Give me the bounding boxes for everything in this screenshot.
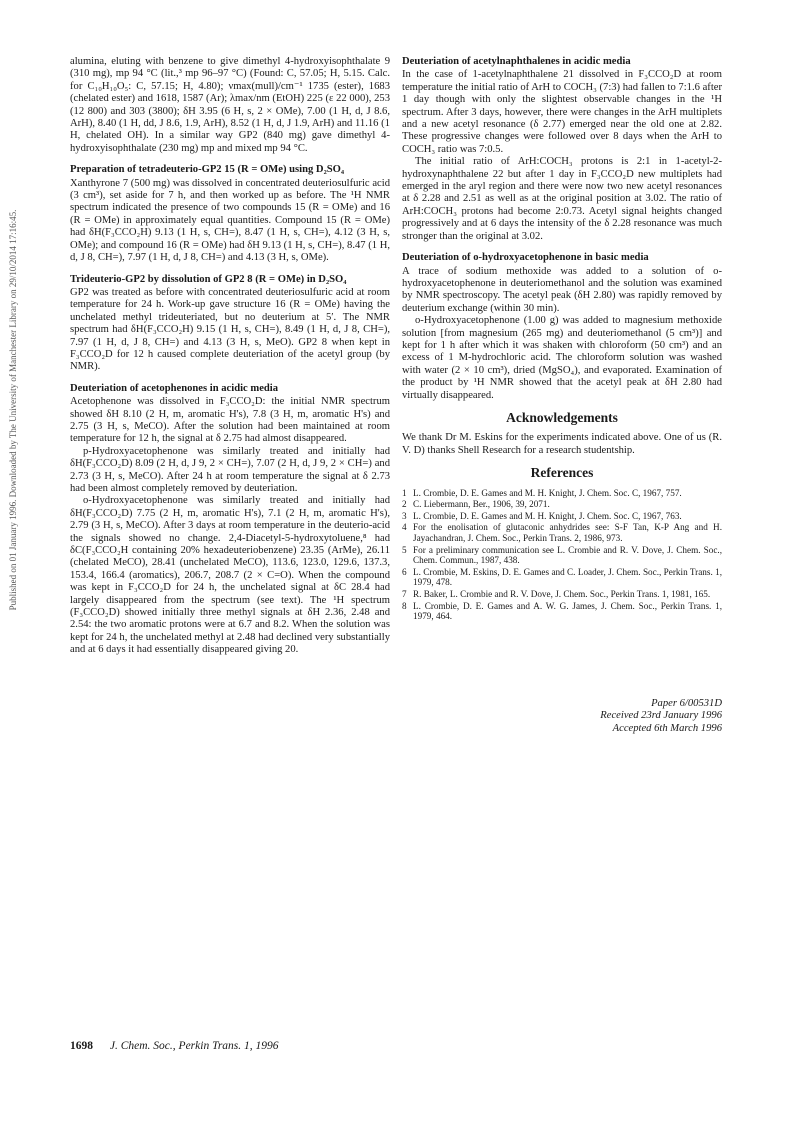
reference-item: 6 L. Crombie, M. Eskins, D. E. Games and C. Loader, J. Chem. Soc., Perkin Trans. 1, 1979, 478. <box>402 566 722 588</box>
reference-item: 8 L. Crombie, D. E. Games and A. W. G. James, J. Chem. Soc., Perkin Trans. 1, 1979, 464. <box>402 600 722 622</box>
paper-number: Paper 6/00531D <box>651 697 722 709</box>
right-column <box>402 56 722 736</box>
reference-item: 4 For the enolisation of glutaconic anhydrides see: S-F Tan, K-P Ang and H. Jayachandran, J. Chem. Soc., Perkin Trans. 2, 1986, 973. <box>402 522 722 543</box>
section-heading: Deuteriation of acetophenones in acidic media <box>70 382 279 394</box>
paper-metadata <box>402 698 722 736</box>
section-heading: Trideuterio-GP2 by dissolution of GP2 8 (R = OMe) in D₂SO₄ <box>70 273 347 285</box>
paragraph: o-Hydroxyacetophenone was similarly treated and initially had δH(F₃CCO₂D) 7.75 (2 H, m, aromatic H's), 7.1 (2 H, m, aromatic H's), 2.79 (3 H, s, MeCO). After 3 days at room temperature in the deuterio-acid the signals showed no change. 2,4-Diacetyl-5-hydroxytoluene,⁸ had δC(F₃CCO₂H containing 20% hexadeuteriobenzene) 23.35 (ArMe), 26.11 (chelated MeCO), 28.41 (unchelated MeCO), 113.6, 123.0, 129.6, 137.3, 153.4, 166.4 (aromatics), 206.7, 208.7 (2 × C=O). When the compound was kept in F₃CCO₂D for 24 h, the unchelated signal at δC 28.4 had largely disappeared from the spectrum (see text). The ¹H spectrum (F₃CCO₂D) showed initially three methyl signals at δH 2.36, 2.48 and 2.54: the two aromatic protons were at 6.7 and 8.2. When the solution was kept for 24 h, the unchelated methyl at 2.48 had declined very substantially and at 6 days it had essentially disappeared giving 20. <box>70 495 390 656</box>
paragraph: p-Hydroxyacetophenone was similarly treated and initially had δH(F₃CCO₂D) 8.09 (2 H, d, J 9, 2 × CH=), 7.07 (2 H, d, J 9, 2 × CH=) and 2.73 (3 H, s, MeCO). After 24 h at room temperature the signal at δ 2.73 had been almost completely removed by deuteriation. <box>70 445 390 494</box>
page-number: 1698 <box>70 1040 93 1052</box>
paragraph: A trace of sodium methoxide was added to a solution of o-hydroxyacetophenone in deuteriomethanol and the solution was examined by NMR spectroscopy. The acetyl peak (δH 2.80) was rapidly removed by deuterium exchange (within 30 min). <box>402 265 722 314</box>
paragraph: Acetophenone was dissolved in F₃CCO₂D: the initial NMR spectrum showed δH 8.10 (2 H, m, aromatic H's), 7.8 (3 H, m, aromatic H's) and 2.75 (3 H, s, MeCO). After the solution had been maintained at room temperature for 12 h, the signal at δ 2.75 had almost disappeared. <box>70 396 390 445</box>
paragraph: GP2 was treated as before with concentrated deuteriosulfuric acid at room temperature for 24 h. Work-up gave structure 16 (R = OMe) having the unchelated methyl trideuteriated, but no deuterium at 5′. The NMR spectrum had δH(F₃CCO₂H) 9.15 (1 H, s, CH=), 8.49 (1 H, d, J 8, CH=), 7.97 (1 H, d, J 8, CH=) and 4.13 (3 H, s, MeO). GP2 8 when kept in F₃CCO₂D for 12 h caused complete deuteriation of the acetyl group (by NMR). <box>70 286 390 373</box>
acknowledgements-text: We thank Dr M. Eskins for the experiments indicated above. One of us (R. V. D) thanks Shell Research for a research studentship. <box>402 432 722 456</box>
paragraph: The initial ratio of ArH:COCH₃ protons is 2:1 in 1-acetyl-2-hydroxynaphthalene 22 but after 1 day in F₃CCO₂D new multiplets had emerged in the aryl region and there were now two new acetyl resonances at δ 2.28 and 2.51 as well as at the original position at 3.02. The ratio of ArH:COCH₃ protons had become 2:0.73. Acetyl signal heights changed progressively and at 6 days the intensity of the δ 2.28 resonance was much stronger than the original at 3.02. <box>402 156 722 242</box>
reference-item: 3 L. Crombie, D. E. Games and M. H. Knight, J. Chem. Soc. C, 1967, 763. <box>402 510 682 521</box>
reference-item: 7 R. Baker, L. Crombie and R. V. Dove, J. Chem. Soc., Perkin Trans. 1, 1981, 165. <box>402 588 711 599</box>
left-column <box>70 56 390 657</box>
received-date: Received 23rd January 1996 <box>600 710 722 722</box>
reference-item: 1 L. Crombie, D. E. Games and M. H. Knight, J. Chem. Soc. C, 1967, 757. <box>402 487 682 498</box>
paragraph: In the case of 1-acetylnaphthalene 21 dissolved in F₃CCO₂D at room temperature the initial ratio of ArH to COCH₃ (7:3) had fallen to 7:1.6 after 1 day though with only the slightest observable changes in the ¹H spectrum. After 3 days, however, there were changes in the ArH multiplets and a new acetyl resonance (δ 2.77) emerged near the old one at 2.82. These progressive changes were followed over 8 days when the ArH to COCH₃ ratio was 7:0.5. <box>402 69 722 155</box>
paragraph: Xanthyrone 7 (500 mg) was dissolved in concentrated deuteriosulfuric acid (3 cm³), set aside for 7 h, and then worked up as before. The ¹H NMR spectrum indicated the presence of two compounds 15 (R = OMe) and 16 (R = OMe) in approximately equal quantities. Compound 15 (R = OMe) had δH(F₃CCO₂H) 9.13 (1 H, s, CH=), 8.47 (1 H, s, CH=), 4.12 (3 H, s, OMe); and compound 16 (R = OMe) had δH 9.13 (1 H, s, CH=), 8.47 (1 H, d, J 8, CH=), 7.97 (1 H, d, J 8, CH=) and 4.13 (3 H, s, OMe). <box>70 177 391 264</box>
reference-list <box>402 488 722 622</box>
paragraph: alumina, eluting with benzene to give dimethyl 4-hydroxyisophthalate 9 (310 mg), mp 94 °C (lit.,³ mp 96–97 °C) (Found: C, 57.05; H, 5.15. Calc. for C₁₀H₁₀O₅: C, 57.15; H, 4.80); νmax(mull)/cm⁻¹ 1735 (ester), 1683 (chelated ester) and 1618, 1587 (Ar); λmax/nm (EtOH) 225 (ε 22 000), 253 (12 800) and 303 (3800); δH 3.95 (6 H, s, 2 × OMe), 7.00 (1 H, d, J 8.6, ArH), 8.40 (1 H, dd, J 8.6, 1.9, ArH), 8.52 (1 H, d, J 1.9, ArH) and 11.16 (1 H, chelated OH). In a similar way GP2 (840 mg) gave dimethyl 4-hydroxyisophthalate (230 mg) mp and mixed mp 94 °C. <box>70 56 390 154</box>
reference-item: 2 C. Liebermann, Ber., 1906, 39, 2071. <box>402 499 550 510</box>
section-heading: Deuteriation of acetylnaphthalenes in acidic media <box>402 56 631 67</box>
accepted-date: Accepted 6th March 1996 <box>612 722 722 734</box>
references-heading: References <box>530 465 594 481</box>
download-sidebar <box>6 150 20 670</box>
section-heading: Deuteriation of o-hydroxyacetophenone in basic media <box>402 252 649 264</box>
download-notice: Published on 01 January 1996. Downloaded by The University of Manchester Library on 29/10/2014 17:16:45. <box>8 209 18 611</box>
paragraph: o-Hydroxyacetophenone (1.00 g) was added to magnesium methoxide solution [from magnesium (265 mg) and deuteriomethanol (5 cm³)] and kept for 1 h after which it was shaken with chloroform (50 cm³) and an excess of 1 M-hydrochloric acid. The chloroform solution was washed with water (2 × 10 cm³), dried (MgSO₄), and evaporated. Examination of the product by ¹H NMR showed that the acetyl peak at δH 2.80 had virtually disappeared. <box>402 315 722 401</box>
page-footer <box>70 1040 279 1052</box>
acknowledgements-heading: Acknowledgements <box>506 409 618 425</box>
journal-citation: J. Chem. Soc., Perkin Trans. 1, 1996 <box>109 1040 279 1052</box>
section-heading: Preparation of tetradeuterio-GP2 15 (R = OMe) using D₂SO₄ <box>70 164 345 176</box>
reference-item: 5 For a preliminary communication see L. Crombie and R. V. Dove, J. Chem. Soc., Chem. Commun., 1987, 438. <box>402 544 722 566</box>
